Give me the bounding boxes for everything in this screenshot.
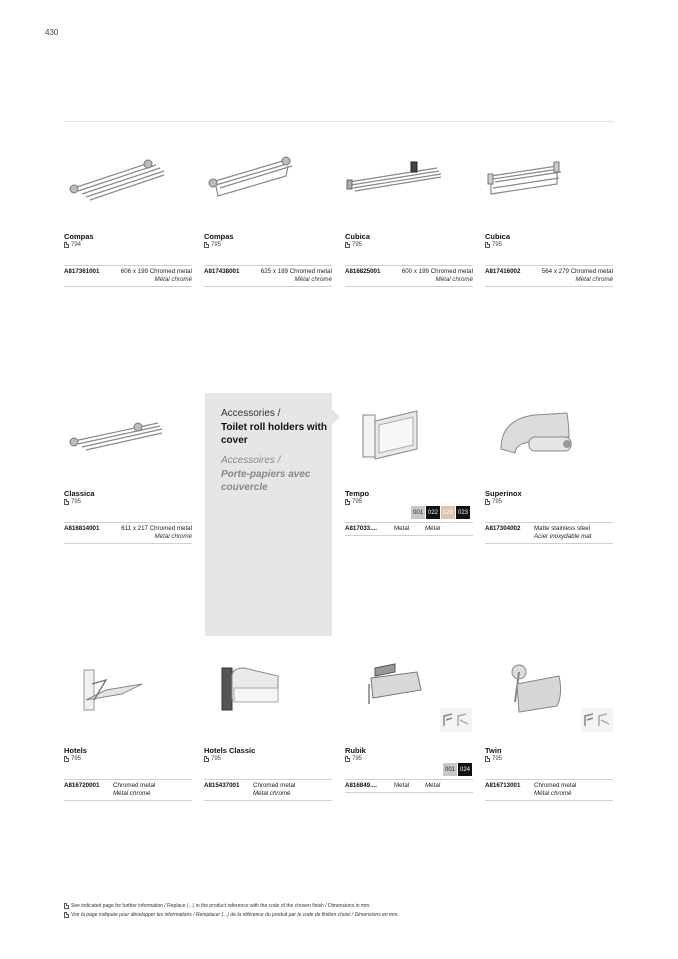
finish-swatch[interactable]: 001	[443, 763, 457, 776]
product-card[interactable]	[345, 397, 473, 547]
product-code: A816825001	[345, 268, 381, 275]
page-icon	[64, 242, 69, 248]
product-description: Chromed metal Métal chromé	[253, 782, 296, 797]
divider	[204, 800, 332, 801]
divider	[485, 286, 613, 287]
divider	[485, 800, 613, 801]
product-name: Compas	[204, 232, 234, 241]
finish-swatch[interactable]: 001	[411, 506, 425, 519]
toilet-roll-holder-image	[345, 397, 473, 477]
product-name: Hotels	[64, 746, 87, 755]
product-code: A816720001	[64, 782, 100, 789]
product-card[interactable]	[64, 140, 192, 290]
material-en: Metal	[394, 782, 410, 789]
divider	[64, 779, 192, 780]
toilet-roll-holder-image	[64, 654, 192, 734]
page-reference: 795	[485, 242, 502, 248]
category-subtitle-en: Toilet roll holders with cover	[221, 422, 327, 446]
divider	[345, 265, 473, 266]
finish-swatches	[443, 763, 472, 776]
product-description: 606 x 199 Chromed metal Métal chromé	[120, 268, 192, 283]
page-icon	[345, 242, 350, 248]
toilet-roll-holder-image	[204, 654, 332, 734]
product-name: Cubica	[485, 232, 511, 241]
page-icon	[204, 242, 209, 248]
page-reference: 795	[485, 756, 502, 762]
product-card[interactable]	[485, 397, 613, 547]
product-code: A817033....	[345, 525, 377, 532]
product-code: A817438001	[204, 268, 240, 275]
page-icon	[485, 499, 490, 505]
product-description: Chromed metal Métal chromé	[534, 782, 577, 797]
product-name: Superinox	[485, 489, 522, 498]
page-icon	[345, 756, 350, 762]
mounting-options-icon	[440, 708, 472, 732]
product-name: Rubik	[345, 746, 366, 755]
product-code: A816849....	[345, 782, 377, 789]
page-reference: 795	[345, 499, 362, 505]
divider	[345, 792, 473, 793]
divider	[64, 522, 192, 523]
divider	[64, 800, 192, 801]
towel-rack-image	[64, 140, 192, 220]
toilet-roll-holder-image	[485, 397, 613, 477]
page-icon	[64, 912, 69, 918]
product-code: A816814001	[64, 525, 100, 532]
finish-swatch[interactable]: 024	[458, 763, 472, 776]
page-icon	[345, 499, 350, 505]
page-icon	[485, 756, 490, 762]
finish-swatches	[411, 506, 470, 519]
page-reference: 795	[345, 756, 362, 762]
page-reference: 794	[64, 242, 81, 248]
product-code: A817304002	[485, 525, 521, 532]
product-card[interactable]	[204, 140, 332, 290]
product-card[interactable]	[345, 140, 473, 290]
product-code: A817416002	[485, 268, 521, 275]
product-card[interactable]	[204, 654, 332, 804]
towel-rack-image	[485, 140, 613, 220]
divider	[64, 543, 192, 544]
divider	[204, 779, 332, 780]
product-card[interactable]	[64, 654, 192, 804]
page-number: 430	[45, 28, 59, 37]
product-code: A815437001	[204, 782, 240, 789]
divider	[485, 779, 613, 780]
product-code: A817361001	[64, 268, 100, 275]
page-reference: 795	[204, 242, 221, 248]
category-title-en: Accessories /	[221, 408, 281, 419]
product-name: Twin	[485, 746, 502, 755]
page-reference: 795	[345, 242, 362, 248]
product-description: 564 x 279 Chromed metal Métal chromé	[541, 268, 613, 283]
category-subtitle-fr: Porte-papiers avec couvercle	[221, 469, 311, 493]
page-reference: 795	[204, 756, 221, 762]
finish-swatch[interactable]: 022	[426, 506, 440, 519]
product-description: 600 x 199 Chromed metal Métal chromé	[401, 268, 473, 283]
product-description: Chromed metal Métal chromé	[113, 782, 156, 797]
towel-rack-image	[345, 140, 473, 220]
product-name: Classica	[64, 489, 95, 498]
towel-rack-image	[64, 397, 192, 477]
mounting-options-icon	[581, 708, 613, 732]
category-header	[205, 393, 332, 636]
product-card[interactable]	[485, 140, 613, 290]
product-description: 611 x 217 Chromed metal Métal chromé	[121, 525, 192, 540]
page-icon	[64, 756, 69, 762]
divider	[64, 286, 192, 287]
footnote-fr: Voir la page indiquée pour développer les informations / Remplacer (...) de la référence du produit par le code de finition choisi / Dimensions en mm.	[64, 912, 399, 918]
divider	[485, 543, 613, 544]
divider	[345, 535, 473, 536]
divider	[345, 286, 473, 287]
material-fr: Métal	[425, 525, 441, 532]
product-name: Tempo	[345, 489, 370, 498]
divider	[485, 522, 613, 523]
page-icon	[204, 756, 209, 762]
product-card[interactable]	[64, 397, 192, 547]
category-title-fr: Accessoires /	[221, 455, 281, 466]
product-card[interactable]	[345, 654, 473, 804]
category-pointer	[332, 409, 340, 425]
page-reference: 795	[64, 756, 81, 762]
top-divider	[64, 121, 614, 122]
divider	[485, 265, 613, 266]
page-icon	[64, 903, 69, 909]
divider	[204, 265, 332, 266]
product-name: Compas	[64, 232, 94, 241]
finish-swatch[interactable]: 020	[441, 506, 455, 519]
product-name: Cubica	[345, 232, 371, 241]
divider	[345, 779, 473, 780]
divider	[345, 522, 473, 523]
footnote-en: See indicated page for further information / Replace (...) in the product reference with the code of the chosen finish / Dimensions in mm.	[64, 903, 371, 909]
product-code: A816713001	[485, 782, 521, 789]
towel-rack-image	[204, 140, 332, 220]
page-icon	[485, 242, 490, 248]
divider	[204, 286, 332, 287]
finish-swatch[interactable]: 023	[456, 506, 470, 519]
product-card[interactable]	[485, 654, 613, 804]
page-reference: 795	[64, 499, 81, 505]
product-description: 625 x 189 Chromed metal Métal chromé	[260, 268, 332, 283]
page-icon	[64, 499, 69, 505]
material-en: Metal	[394, 525, 410, 532]
product-name: Hotels Classic	[204, 746, 256, 755]
product-description: Matte stainless steel Acier inoxydable mat	[534, 525, 592, 540]
page-reference: 795	[485, 499, 502, 505]
material-fr: Métal	[425, 782, 441, 789]
divider	[64, 265, 192, 266]
